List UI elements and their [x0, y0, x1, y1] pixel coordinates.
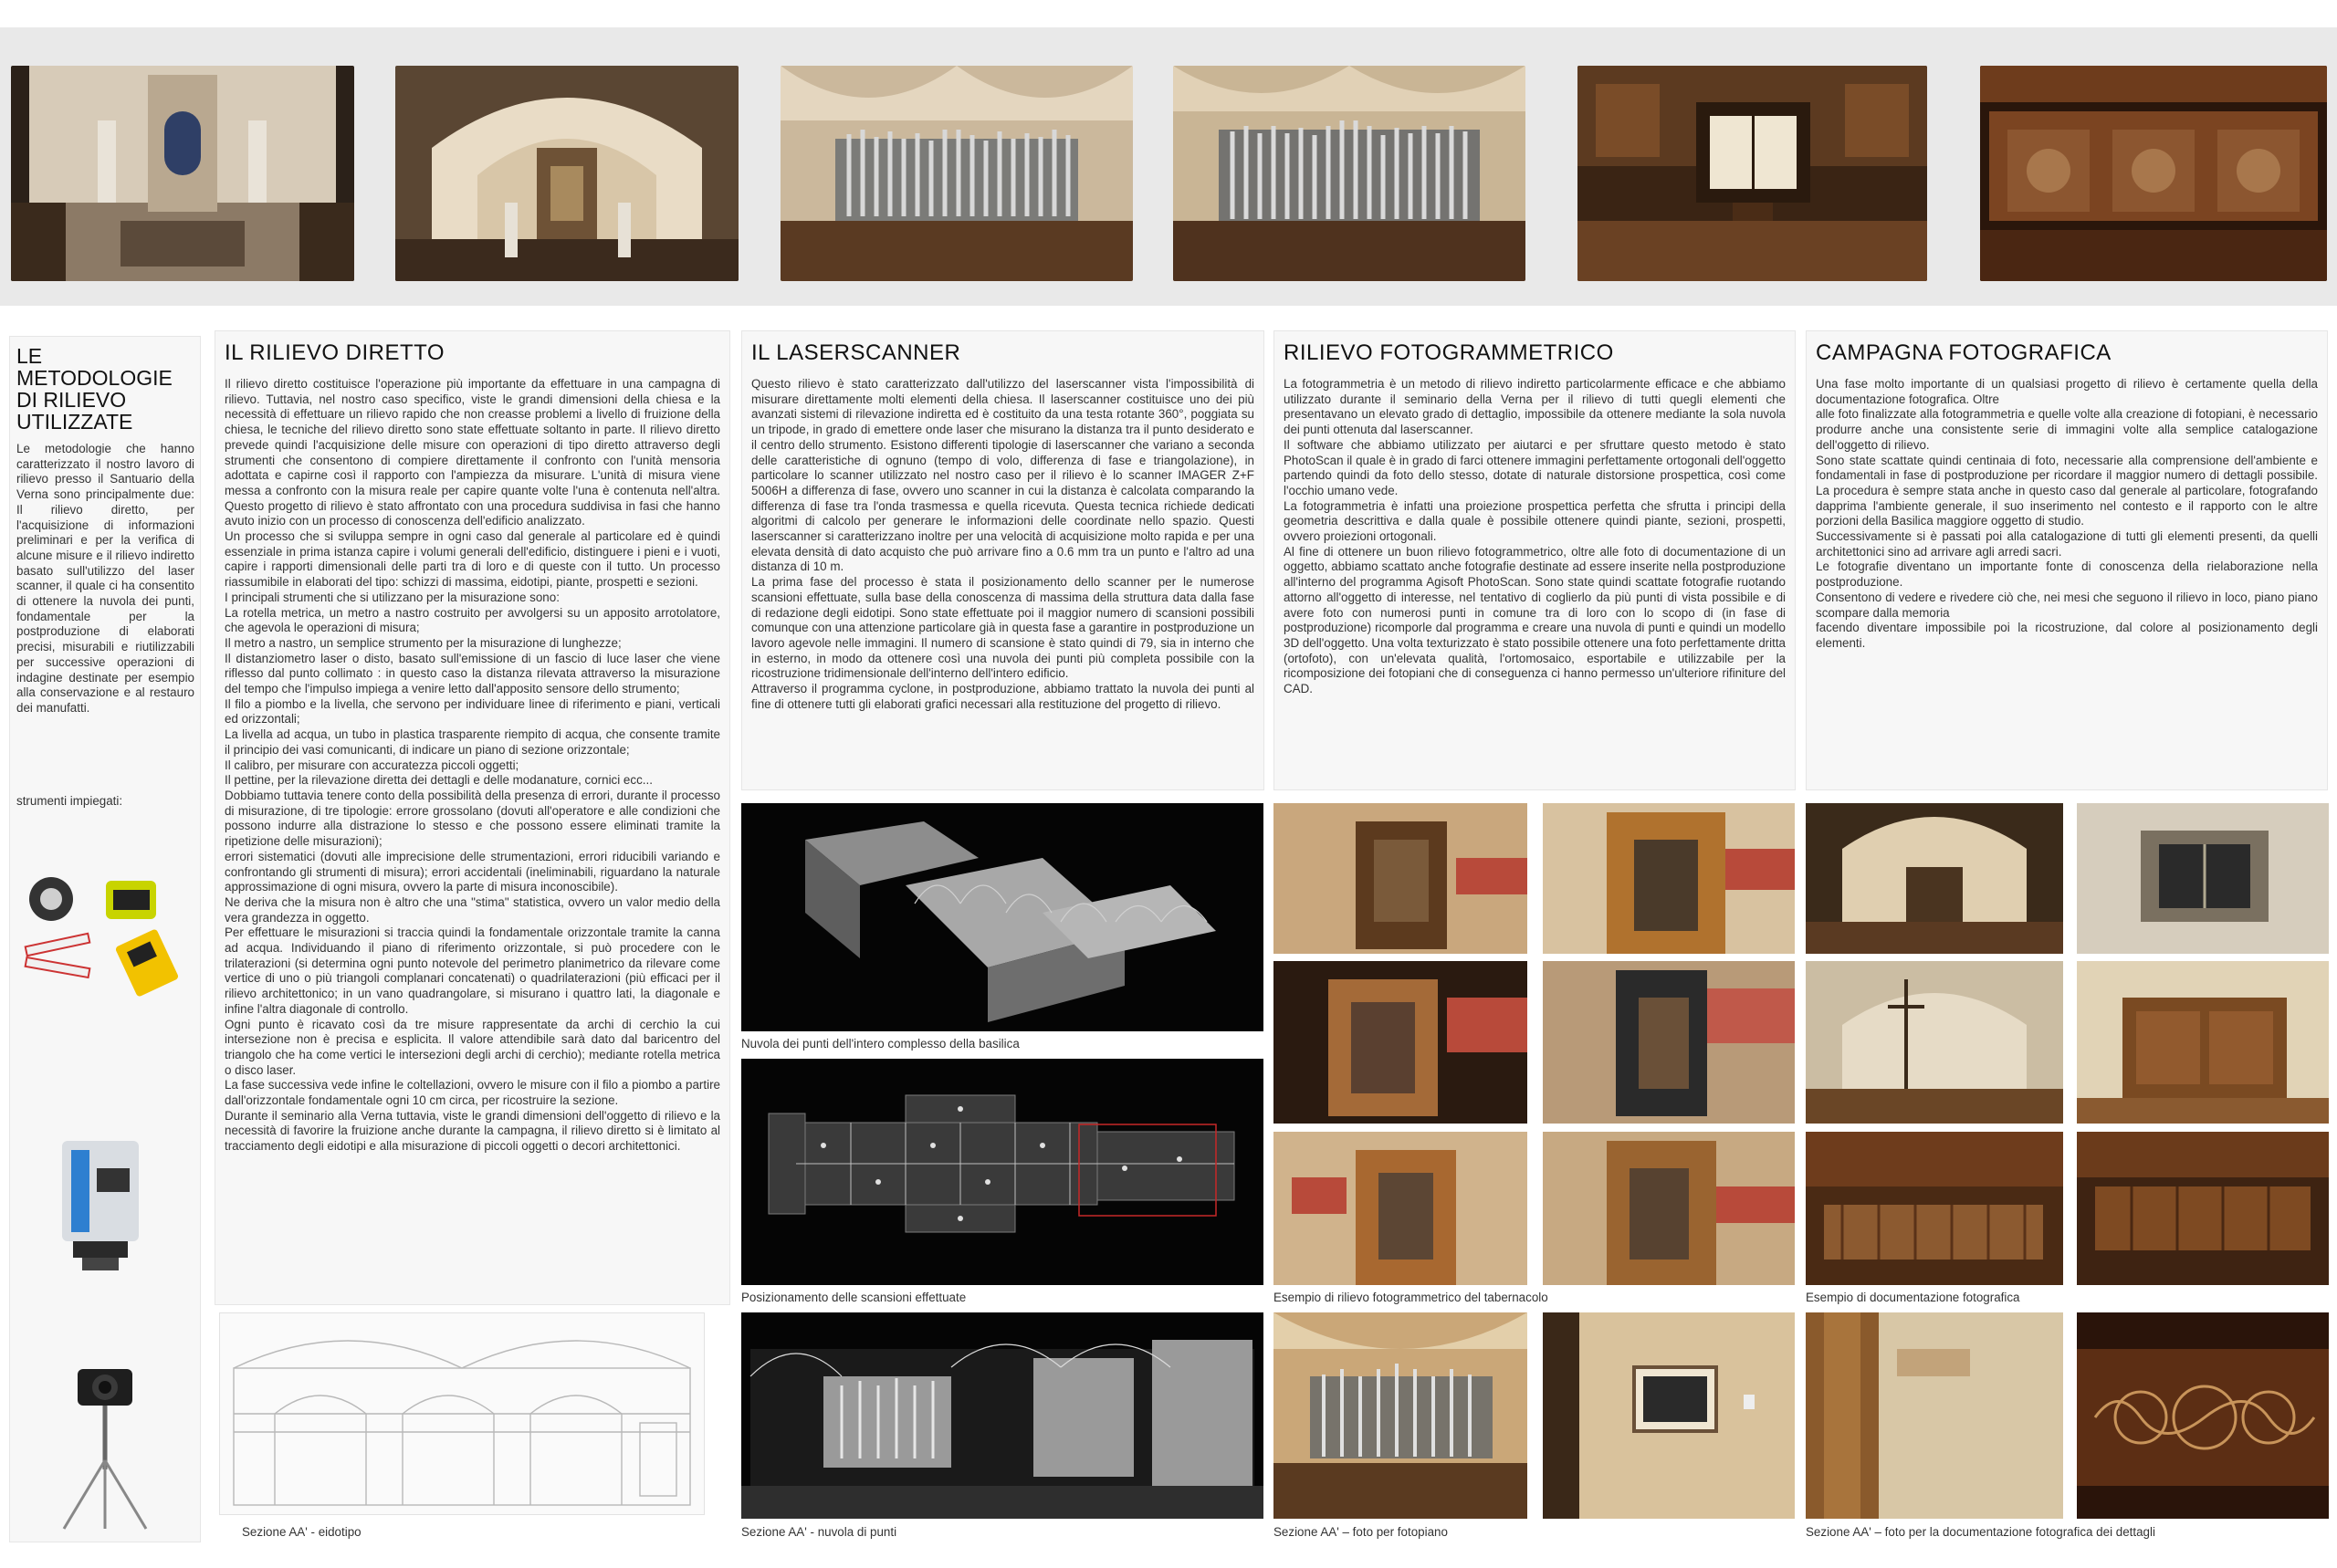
paragraph: Il distanziometro laser o disto, basato sull'emissione di un fascio di luce laser che viene riflesso dal punto collimato : in questo caso la distanza rilevata attraverso la misurazione del tempo che l'impulso impiega a venire letto dall'apposito sensore dello strumento; [225, 651, 720, 696]
paragraph: alle foto finalizzate alla fotogrammetria e quelle volte alla creazione di fotopiani, è necessario produrre anche una consistente serie di immagini volte alla semplice catalogazione dell'oggetto di rilievo. [1816, 407, 2318, 452]
sidebar-body: Le metodologie che hanno caratterizzato il nostro lavoro di rilievo presso il Santuario della Verna sono principalmente due: Il rilievo diretto, per l'acquisizione di informazioni preliminari e per la verifica di alcune misure e il rilievo indiretto basato sull'utilizzo del laser scanner, il quale ci ha consentito di ottenere la nuvola dei punti, fondamentale per la postproduzione di elaborati precisi, misurabili e riutilizzabili per successive operazioni di indagine destinate per esempio alla conservazione e al restauro dei manufatti. [16, 442, 194, 715]
tools-label: strumenti impiegati: [16, 794, 123, 808]
fotopiano-caption: Sezione AA' – foto per fotopiano [1273, 1525, 1448, 1539]
tabernacle-photo-2 [1543, 803, 1795, 954]
nave-photo [395, 66, 739, 281]
paragraph: La prima fase del processo è stata il posizionamento dello scanner per le numerose scansioni effettuate, sulla base della conoscenza di massima della struttura data dalla fase di redazione degli eidotipi. Sono state effettuate poi il maggior numero di scansioni possibili comunque con una attenzione particolare già in questa fase a garantire in postproduzione un lavoro agevole nelle immagini. Il numero di scansione è stato quindi di 79, sia in interno che in esterno, in modo da ottenere così una nuvola dei punti più completa possibile con la ricostruzione tridimensionale dell'interno dell'intero edificio. [751, 575, 1254, 681]
paragraph: Attraverso il programma cyclone, in postproduzione, abbiamo trattato la nuvola dei punti al fine di ottenere tutti gli elaborati grafici necessari alla restituzione del progetto di rilievo. [751, 682, 1254, 711]
paragraph: Questo rilievo è stato caratterizzato dall'utilizzo del laserscanner vista l'impossibilità di misurare direttamente molti elementi della chiesa. Il laserscanner costituisce uno dei più avanzati sistemi di rilevazione indiretta ed è costituito da una testa rotante 360°, poggiata su un tripode, in grado di emettere onde laser che misurano la distanza tra il punto desiderato e il centro dello strumento. Esistono differenti tipologie di laserscanner che variano a seconda delle caratteristiche di ognuno (tempo di volo, differenza di fase e triangolazione), in particolare lo scanner utilizzato nel nostro caso per il rilievo è lo scanner IMAGER Z+F 5006H a differenza di fase, ovvero uno scanner in cui la distanza è calcolata comparando la differenza di fase tra l'onda trasmessa e quella ricevuta. Questa tecnica richiede dedicati algoritmi di calcolo per generare le informazioni delle coordinate nello spazio. Questi laserscanner si caratterizzano inoltre per una velocità di acquisizione molto rapida e per una elevata densità di dato acquisto che può arrivare fino a 0.6 mm tra un punto e l'altro ad una distanza di 10 m. [751, 377, 1254, 574]
tabernacle-photo-4 [1543, 961, 1795, 1124]
detail-photo-1 [1806, 1312, 2063, 1519]
paragraph: Il calibro, per misurare con accuratezza piccoli oggetti; [225, 758, 519, 772]
paragraph: Ogni punto è ricavato così da tre misure rappresentate da archi di cerchio la cui intersezione non è precisa e esplicita. Il valore attendibile sarà dato dal baricentro del triangolo che ha come vertici le intersezioni degli archi di cerchio); mediante rotella metrica o disco laser. [225, 1017, 720, 1077]
fotogrammetria-panel [1273, 330, 1796, 790]
paragraph: La fase successiva vede infine le coltellazioni, ovvero le misure con il filo a piombo a partire dall'orizzontale fondamentale ogni 10 cm circa, per ricostruire la sezione. [225, 1078, 720, 1108]
paragraph: Dobbiamo tuttavia tenere conto della possibilità della presenza di errori, durante il processo di misurazione, di tre tipologie: errore grossolano (dovuti all'operatore e alle condizioni che possono indurre alla distrazione lo stesso e che possono essere eliminati tramite la ripetizione delle misurazioni); [225, 788, 720, 849]
paragraph: Il metro a nastro, un semplice strumento per la misurazione di lunghezze; [225, 635, 622, 650]
documentation-caption: Esempio di documentazione fotografica [1806, 1291, 2020, 1304]
paragraph: La livella ad acqua, un tubo in plastica trasparente riempito di acqua, che consente tramite il principio dei vasi comunicanti, di indicare un piano di sezione orizzontale; [225, 727, 720, 757]
fotopiano-window-photo [1543, 1312, 1795, 1519]
campagna-body [1816, 377, 2318, 652]
documentation-photo-4 [2077, 961, 2329, 1124]
paragraph: I principali strumenti che si utilizzano per la misurazione sono: [225, 590, 560, 604]
documentation-photo-3 [1806, 961, 2063, 1124]
laserscanner-title: IL LASERSCANNER [751, 340, 961, 365]
scan-positions-caption: Posizionamento delle scansioni effettuate [741, 1291, 967, 1304]
campagna-title: CAMPAGNA FOTOGRAFICA [1816, 340, 2112, 365]
paragraph: Una fase molto importante di un qualsiasi progetto di rilievo è certamente quella della documentazione fotografica. Oltre [1816, 377, 2318, 406]
eidotipo-sketch [219, 1312, 705, 1515]
choir-lectern-photo [1577, 66, 1927, 281]
measuring-tools-illustration [15, 872, 197, 1009]
sidebar-title: LE METODOLOGIE DI RILIEVO UTILIZZATE [16, 344, 173, 434]
paragraph: Consentono di vedere e rivedere ciò che, nei mesi che seguono il rilievo in loco, piano piano scompare dalla memoria [1816, 590, 2318, 620]
camera-tripod-illustration [55, 1360, 155, 1533]
paragraph: Per effettuare le misurazioni si traccia quindi la fondamentale orizzontale tramite la canna ad acqua. Individuando il piano di riferimento orizzontale, si può procedere con le trilaterazioni (si determina ogni punto notevole del perimetro planimetrico da rilevare come vertice di uno o più triangoli complanari concatenati) o quadrilaterazioni (più efficaci per il rilievo architettonico; in un vano quadrangolare, si misurano i quattro lati, la diagonale e infine l'altra diagonale di controllo. [225, 925, 720, 1016]
point-cloud-caption: Nuvola dei punti dell'intero complesso della basilica [741, 1037, 1020, 1051]
paragraph: Un processo che si sviluppa sempre in ogni caso dal generale al particolare ed è quindi essenziale in prima istanza capire i volumi generali dell'edificio, distinguere i pieni e i vuoti, capire i rapporti dimensionali delle parti tra di loro e di queste con il tutto. Un processo riassumibile in elaborati del tipo: schizzi di massima, eidotipi, piante, prospetti e sezioni. [225, 529, 720, 590]
fotogrammetria-title: RILIEVO FOTOGRAMMETRICO [1284, 340, 1614, 365]
paragraph: Il pettine, per la rilevazione diretta dei dettagli e delle modanature, cornici ecc... [225, 773, 653, 788]
documentation-photo-1 [1806, 803, 2063, 954]
rilievo-diretto-title: IL RILIEVO DIRETTO [225, 340, 445, 365]
campagna-panel [1806, 330, 2328, 790]
point-cloud-3d [741, 803, 1263, 1031]
tabernacle-photo-3 [1273, 961, 1527, 1124]
paragraph: errori sistematici (dovuti alle imprecisione delle strumentazioni, errori riducibili variando e confrontando gli strumenti di misura); errori accidentali (ineliminabili, riguardano la naturale approssimazione di ogni misura, ovvero la parte di misura inconoscibile). [225, 849, 720, 894]
organ-photo-2 [1173, 66, 1525, 281]
organ-photo-1 [781, 66, 1133, 281]
paragraph: Ne deriva che la misura non è altro che una "stima" statistica, ovvero un valor medio della vera grandezza in oggetto. [225, 894, 720, 925]
fotopiano-organ-photo [1273, 1312, 1527, 1519]
paragraph: La rotella metrica, un metro a nastro costruito per avvolgersi su un apposito arrotolatore, che agevola le operazioni di misura; [225, 605, 720, 635]
wood-panel-photo [1980, 66, 2327, 281]
paragraph: Il rilievo diretto costituisce l'operazione più importante da effettuare in una campagna di rilievo. Tuttavia, nel nostro caso specifico, viste le grandi dimensioni della chiesa e la necessità di effettuare un rilievo rapido che non creasse problemi a livello di fruizione della chiesa, le tecniche del rilievo diretto sono state effettuate soltanto in parte. Il rilievo diretto prevede quindi l'acquisizione delle misure con operazioni di tipo diretto attraverso degli strumenti che consentono di compiere direttamente il confronto con l'unità mensoria adottata e capirne così il rapporto con l'ampiezza da misurare. L'unità di misura viene messa a confronto con la misura reale per capire quante volte l'una è contenuta nell'altra. Questo progetto di rilievo è stato affrontato con una procedura suddivisa in fasi che hanno avuto inizio con un processo di conoscenza dell'edificio analizzato. [225, 377, 720, 528]
paragraph: La fotogrammetria è infatti una proiezione prospettica perfetta che sfrutta i principi della geometria descrittiva e dalla quale è possibile ottenere quindi piante, sezioni, prospetti, ovvero proiezioni ortogonali. [1284, 498, 1786, 544]
rilievo-diretto-panel [215, 330, 730, 1305]
section-point-cloud-caption: Sezione AA' - nuvola di punti [741, 1525, 897, 1539]
eidotipo-caption: Sezione AA' - eidotipo [242, 1525, 362, 1539]
paragraph: La fotogrammetria è un metodo di rilievo indiretto particolarmente efficace e che abbiamo utilizzato durante il seminario della Verna per il rilievo di tutti quegli elementi che presentavano un elevato grado di dettaglio, impossibile da ottenere mediante la sola nuvola dei punti ottenuta dal laserscanner. [1284, 377, 1786, 437]
detail-caption: Sezione AA' – foto per la documentazione fotografica dei dettagli [1806, 1525, 2155, 1539]
section-point-cloud [741, 1312, 1263, 1519]
fotogrammetria-body [1284, 377, 1786, 697]
tabernacle-photo-6 [1543, 1132, 1795, 1285]
tabernacle-caption: Esempio di rilievo fotogrammetrico del tabernacolo [1273, 1291, 1548, 1304]
paragraph: Al fine di ottenere un buon rilievo fotogrammetrico, oltre alle foto di documentazione di un oggetto, abbiamo scattato anche fotografie destinate ad essere inserite nella postproduzione all'interno del programma Agisoft PhotoScan. Sono state quindi scattate fotografie ruotando attorno all'oggetto di interesse, nel tentativo di coglierlo da più punti di vista possibile e di avere foto con numerosi punti in comune tra di loro con lo scopo di (in fase di postproduzione) ricomporle dal programma e creare una nuvola di punti e quindi un modello 3D dell'oggetto. Una volta texturizzato è stato possibile ottenere una foto perfettamente dritta (ortofoto), con un'elevata qualità, l'ortomosaico, esportabile e utilizzabile per la ricomposizione dei fotopiani che di conseguenza ci hanno permesso un'ulteriore rifiniture del CAD. [1284, 544, 1786, 696]
photo-strip [0, 27, 2337, 306]
altar-photo [11, 66, 354, 281]
detail-photo-2 [2077, 1312, 2329, 1519]
scan-positions-plan [741, 1059, 1263, 1285]
documentation-photo-2 [2077, 803, 2329, 954]
paragraph: facendo diventare impossibile poi la ricostruzione, dal colore al posizionamento degli elementi. [1816, 621, 2318, 650]
documentation-photo-6 [2077, 1132, 2329, 1285]
paragraph: Il software che abbiamo utilizzato per aiutarci e per sfruttare questo metodo è stato PhotoScan il quale è in grado di farci ottenere immagini perfettamente ortogonali dell'oggetto partendo quindi da foto dello stesso, dotate di naturale distorsione prospettica, così come l'occhio umano vede. [1284, 437, 1786, 497]
laserscanner-panel [741, 330, 1264, 790]
tabernacle-photo-1 [1273, 803, 1527, 954]
documentation-photo-5 [1806, 1132, 2063, 1285]
tabernacle-photo-5 [1273, 1132, 1527, 1285]
paragraph: Successivamente si è passati poi alla catalogazione di tutti gli elementi presenti, da quelli architettonici sino ad arrivare agli arredi sacri. [1816, 529, 2318, 559]
laser-scanner-illustration [46, 1132, 155, 1278]
paragraph: Le fotografie diventano un importante fonte di conoscenza della rielaborazione nella postproduzione. [1816, 559, 2318, 590]
paragraph: Sono state scattate quindi centinaia di foto, necessarie alla comprensione dell'ambiente e fondamentali in fase di postproduzione per ricordare il maggior numero di dettagli possibile. La procedura è sempre stata anche in questo caso dal generale al particolare, fotografando dapprima l'ambiente generale, il suo inserimento nel contesto e il rapporto con le altre porzioni della Basilica maggiore oggetto di studio. [1816, 453, 2318, 528]
rilievo-diretto-body [225, 377, 720, 1155]
laserscanner-body [751, 377, 1254, 712]
paragraph: Durante il seminario alla Verna tuttavia, viste le grandi dimensioni dell'oggetto di rilievo e la necessità di favorire la fruizione anche durante la campagna, il rilievo diretto si è limitato al tracciamento degli eidotipi e alla misurazione di piccoli oggetti o decori architettonici. [225, 1108, 720, 1154]
paragraph: Il filo a piombo e la livella, che servono per individuare linee di riferimento e piani, verticali ed orizzontali; [225, 696, 720, 727]
